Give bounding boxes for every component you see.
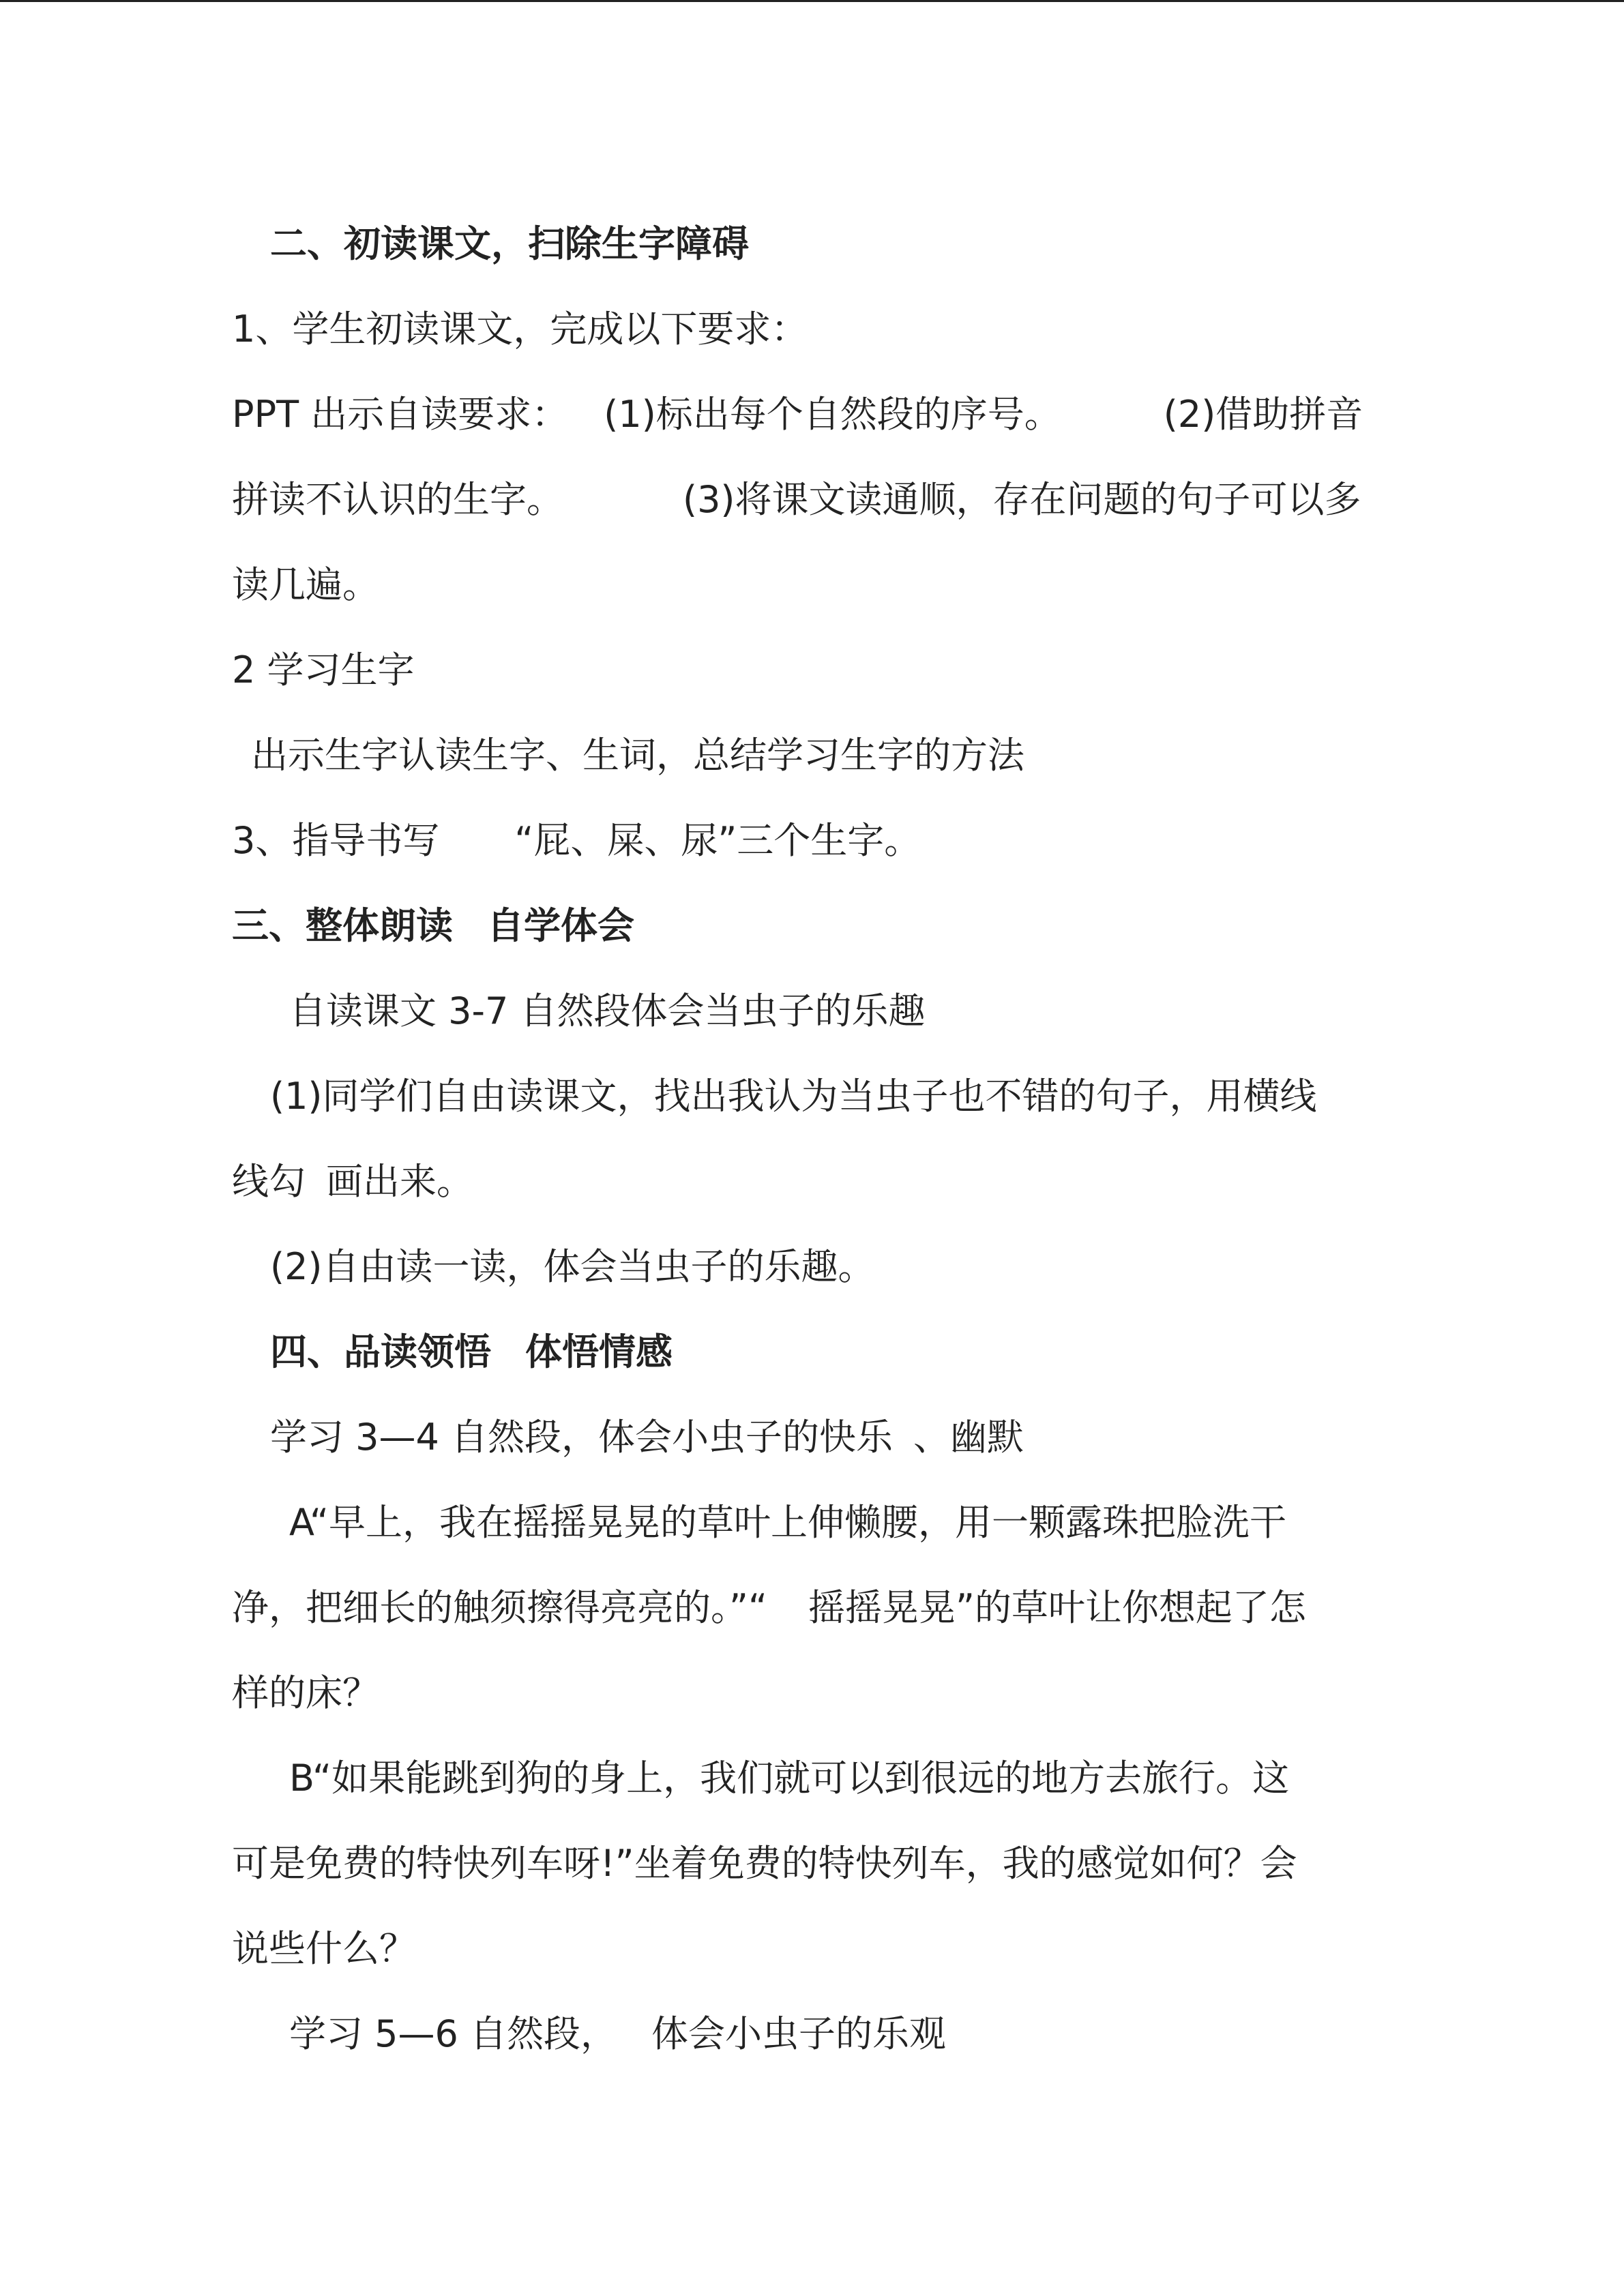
paragraph-line bbox=[232, 1840, 1405, 1888]
body-text: 拼读不认识的生字。 bbox=[232, 478, 563, 521]
body-text: 可是免费的特快列车呀!”坐着免费的特快列车，我的感觉如何？会 bbox=[232, 1842, 1297, 1885]
body-text: 线勾 bbox=[232, 1160, 306, 1203]
paragraph-line bbox=[232, 391, 1405, 438]
paragraph-line bbox=[232, 476, 1405, 524]
body-text: “屁、屎、尿”三个生字。 bbox=[514, 819, 921, 862]
heading-text: 自学体会 bbox=[487, 904, 634, 947]
paragraph-line bbox=[232, 1584, 1405, 1632]
body-text: 读几遍。 bbox=[232, 563, 379, 606]
paragraph-line bbox=[270, 1073, 1443, 1120]
paragraph-line bbox=[289, 2010, 1462, 2058]
body-text: 自读课文 3-7 自然段体会当虫子的乐趣 bbox=[289, 989, 926, 1032]
paragraph-line bbox=[270, 1414, 1443, 1461]
paragraph-line bbox=[232, 1158, 1405, 1206]
paragraph-line bbox=[289, 987, 1462, 1035]
body-text: (1)标出每个自然段的序号。 bbox=[604, 393, 1061, 436]
body-text: 学习 3—4 自然段，体会小虫子的快乐 bbox=[270, 1416, 894, 1459]
body-text: A“早上，我在摇摇晃晃的草叶上伸懒腰，用一颗露珠把脸洗干 bbox=[289, 1501, 1286, 1544]
paragraph-line bbox=[289, 1499, 1462, 1547]
body-text: PPT 出示自读要求： bbox=[232, 393, 569, 436]
heading-text: 体悟情感 bbox=[525, 1330, 673, 1373]
body-text: 3、指导书写 bbox=[232, 819, 440, 862]
paragraph-line bbox=[232, 1925, 1405, 1973]
paragraph-line bbox=[232, 305, 1405, 353]
body-text: (2)借助拼音 bbox=[1163, 393, 1363, 436]
heading-text: 二、初读课文，扫除生字障碍 bbox=[270, 222, 749, 265]
body-text: (3)将课文读通顺，存在问题的句子可以多 bbox=[683, 478, 1361, 521]
paragraph-line bbox=[251, 732, 1424, 779]
paragraph-line bbox=[270, 1243, 1443, 1291]
body-text: (2)自由读一读，体会当虫子的乐趣。 bbox=[270, 1245, 875, 1288]
body-text: 样的床？ bbox=[232, 1671, 379, 1714]
paragraph-line bbox=[232, 646, 1405, 694]
body-text: 、幽默 bbox=[913, 1416, 1024, 1459]
heading-text: 四、品读领悟 bbox=[270, 1330, 491, 1373]
body-text: 出示生字认读生字、生词，总结学习生字的方法 bbox=[251, 734, 1024, 777]
section-heading-3 bbox=[232, 902, 1405, 950]
body-text: 学习 5—6 自然段， bbox=[289, 2012, 618, 2055]
paragraph-line bbox=[289, 1755, 1462, 1802]
body-text: 画出来。 bbox=[326, 1160, 473, 1203]
heading-text: 三、整体朗读 bbox=[232, 904, 453, 947]
paragraph-line bbox=[232, 561, 1405, 609]
body-text: 1、学生初读课文，完成以下要求： bbox=[232, 308, 808, 351]
body-text: 体会小虫子的乐观 bbox=[651, 2012, 947, 2055]
body-text: 净，把细长的触须擦得亮亮的。”“ bbox=[232, 1586, 767, 1629]
body-text: 2 学习生字 bbox=[232, 648, 415, 691]
body-text: B“如果能跳到狗的身上，我们就可以到很远的地方去旅行。这 bbox=[289, 1757, 1290, 1800]
body-text: 说些什么？ bbox=[232, 1927, 416, 1970]
section-heading-2 bbox=[270, 220, 1443, 268]
body-text: 摇摇晃晃”的草叶让你想起了怎 bbox=[808, 1586, 1306, 1629]
section-heading-4 bbox=[270, 1328, 1443, 1376]
paragraph-line bbox=[232, 817, 1405, 865]
body-text: (1)同学们自由读课文，找出我认为当虫子也不错的句子，用横线 bbox=[270, 1075, 1317, 1118]
paragraph-line bbox=[232, 1669, 1405, 1717]
